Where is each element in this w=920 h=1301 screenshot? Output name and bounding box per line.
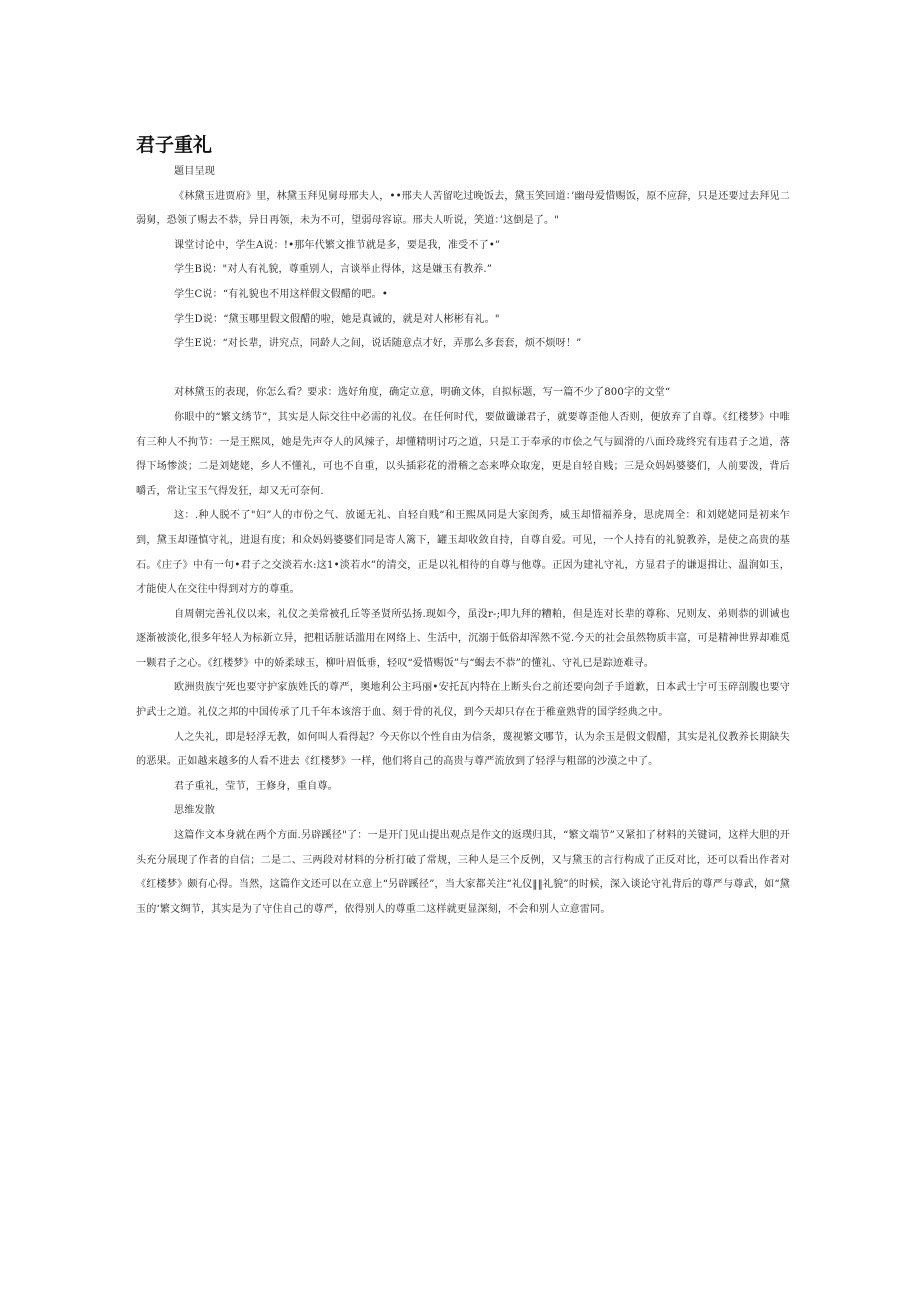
body-paragraph: 学生D说：“黛玉哪里假文假醋的啦，她是真诚的，就是对人彬彬有礼。" [174,313,500,325]
body-paragraph: 课堂讨论中，学生A说：!•那年代繁文推节就是多，要是我，准受不了•” [174,239,501,251]
section-heading: 题目呈现 [174,166,215,177]
body-paragraph: 这篇作文本身就在两个方面.另辟蹊径"了：一是开门见山提出观点是作文的返璞归其，“繁文端节”又紧扣了材料的关键词，这样大胆的开头充分展现了作者的自信；二是二、三两段对材料的分析打破了常规，三种人是三个反例，又与黛玉的言行构成了正反对比，还可以看出作者对《红楼梦》颇有心得。当然，这篇作文还可以在立意上“另辟蹊径”，当大家都关注“礼仪‖‖礼貌”的时候，深入谈论守礼背后的尊严与尊武，如“黛玉的‘繁文绸节，其实是为了守住自己的尊严，依得别人的尊重二这样就更显深刻，不会和别人立意雷同。 [136,830,790,915]
body-paragraph: 欧洲贵族宁死也要守护家族姓氏的尊严，奥地利公主玛丽•安托瓦内特在上断头台之前还要向刽子手道歉，日本武士宁可玉碎剖腹也要守护武士之道。礼仪之邦的中国传承了几千年本该溶于血、刻于骨的礼仪，到今天却只存在于稚童熟背的国学经典之中。 [136,682,790,719]
body-paragraph: 对林黛玉的表现，你怎么看？要求：选好角度，确定立意，明确文体，自拟标题，写一篇不少了800字的文堂“ [174,387,671,399]
document-body [136,160,790,922]
document-title: 君子重礼 [136,134,213,156]
body-paragraph: 学生B说："对人有礼貌，尊重别人，言谈举止得体，这是嫌玉有教养.” [174,264,493,276]
body-paragraph: 学生C说：“有礼貌也不用这样假文假醋的吧。• [174,288,388,300]
section-heading: 思维发散 [174,805,215,817]
body-paragraph: 学生E说：“对长辈，讲究点，同龄人之间，说话随意点才好，弄那么多套套，烦不烦呀！” [174,338,582,350]
paragraph-gap [136,357,790,382]
body-paragraph: 人之失礼，即是轻浮无教，如何叫人看得起？今天你以个性自由为信条，蔑视繁文哪节，认为余玉是假文假醋，其实是礼仪教养长期缺失的恶果。正如越来越多的人看不进去《红楼梦》一样，他们将自己的高贵与尊严流放到了轻浮与粗部的沙漠之中了。 [136,731,790,768]
body-paragraph: 你眼中的“繁文绣节”，其实是人际交往中必需的礼仪。在任何时代，要做谶谦君子，就要尊歪他人否则，便放弃了自尊。《红楼梦》中唯有三种人不拘节：一是王熙凤，她是先声夺人的风辣子，却懂精明讨巧之道，只是工于奉承的市侩之气与圆滑的八面玲珑终究有违君子之道，落得下场惨淡；二是刘姥姥，乡人不懂礼，可也不自重，以头插彩花的滑稽之态来哗众取宠，更是自轻自贱；三是众妈妈婆婆们，人前要泼，背后嚼舌，常让宝玉气得发狂，却又无可奈何. [136,411,790,497]
body-paragraph: 《林黛玉进贾府》里，林黛玉拜见舅母邢夫人，••邢夫人苦留吃过晚饭去，黛玉笑回道：’幽母爱惜赐饭，原不应辞，只是还要过去拜见二弱舅，恐领了赐去不恭，异日再领，未为不可，望弱母容谅。邢夫人听说，笑道：’这倒是了。" [136,190,790,227]
body-paragraph: 这：.种人脱不了"妇”人的市份之气、放诞无礼、自轻自贱“和王熙凤同是大家闺秀，威玉却惜福养身，思虎周全：和刘姥姥同是初来乍到，黛玉却谨慎守礼，进退有度；和众妈妈婆婆们同是寄人篱下，罐玉却收敛自持，自尊自爱。可见，一个人持有的礼貌教养，是使之高贵的基石。《庄子》中有一句•君子之交淡若水:这1•淡若水”的清交，正是以礼相待的自尊与他尊。正因为建礼守礼，方显君子的谦退揖让、温润如玉，才能使人在交往中得到对方的尊重。 [136,510,790,596]
body-paragraph: 君子重礼，莹节，王修身，重自尊。 [174,780,338,792]
body-paragraph: 自周朝完善礼仪以来，礼仪之美常被孔丘等圣贤所弘扬.现如今，虽没r-;叩九拜的糟粕，但是连对长辈的尊称、兄则友、弟则恭的训诫也逐渐被淡化,很多年轻人为标新立异，把粗话脏话滥用在网络上、生活中，沉溺于低俗却浑然不觉.今天的社会虽然物质丰富，可是精神世界却难觅一颗君子之心。《红楼梦》中的娇柔球玉，柳叶眉低垂，轻叹“爱惜赐饭”与“蝎去不恭”的懂礼、守礼已是踪迹难寻。 [136,608,790,669]
